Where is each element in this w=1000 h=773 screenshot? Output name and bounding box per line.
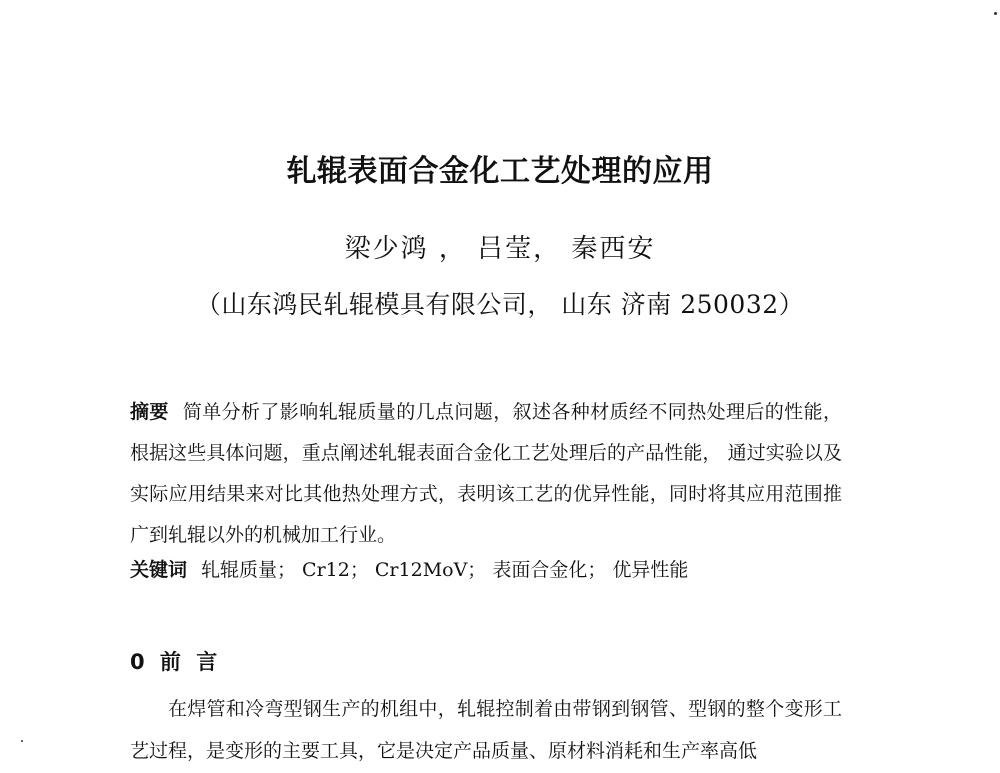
abstract-text: 简单分析了影响轧辊质量的几点问题，叙述各种材质经不同热处理后的性能，根据这些具体问题，重点阐述轧辊表面合金化工艺处理后的产品性能， 通过实验以及实际应用结果来对比其他热处理方式，表明该工艺的优异性能，同时将其应用范围推广到轧辊以外的机械加工行业。 [130,401,842,546]
section-body-text: 在焊管和冷弯型钢生产的机组中，轧辊控制着由带钢到钢管、型钢的整个变形工艺过程，是变形的主要工具，它是决定产品质量、原材料消耗和生产率高低 [130,698,842,762]
abstract [130,392,842,556]
keywords [130,555,842,585]
paper-title: 轧辊表面合金化工艺处理的应用 [286,154,714,189]
keywords-label: 关键词 [130,559,188,581]
keywords-text: 轧辊质量； Cr12； Cr12MoV； 表面合金化； 优异性能 [201,559,689,581]
scan-speck [21,740,23,742]
paper-authors: 梁少鸿 ， 吕莹， 秦西安 [344,234,656,264]
scan-speck [994,12,997,15]
section-heading: 0 前 言 [130,650,222,674]
paper-affiliation: （山东鸿民轧辊模具有限公司， 山东 济南 250032） [195,290,805,319]
abstract-label: 摘要 [130,401,169,423]
